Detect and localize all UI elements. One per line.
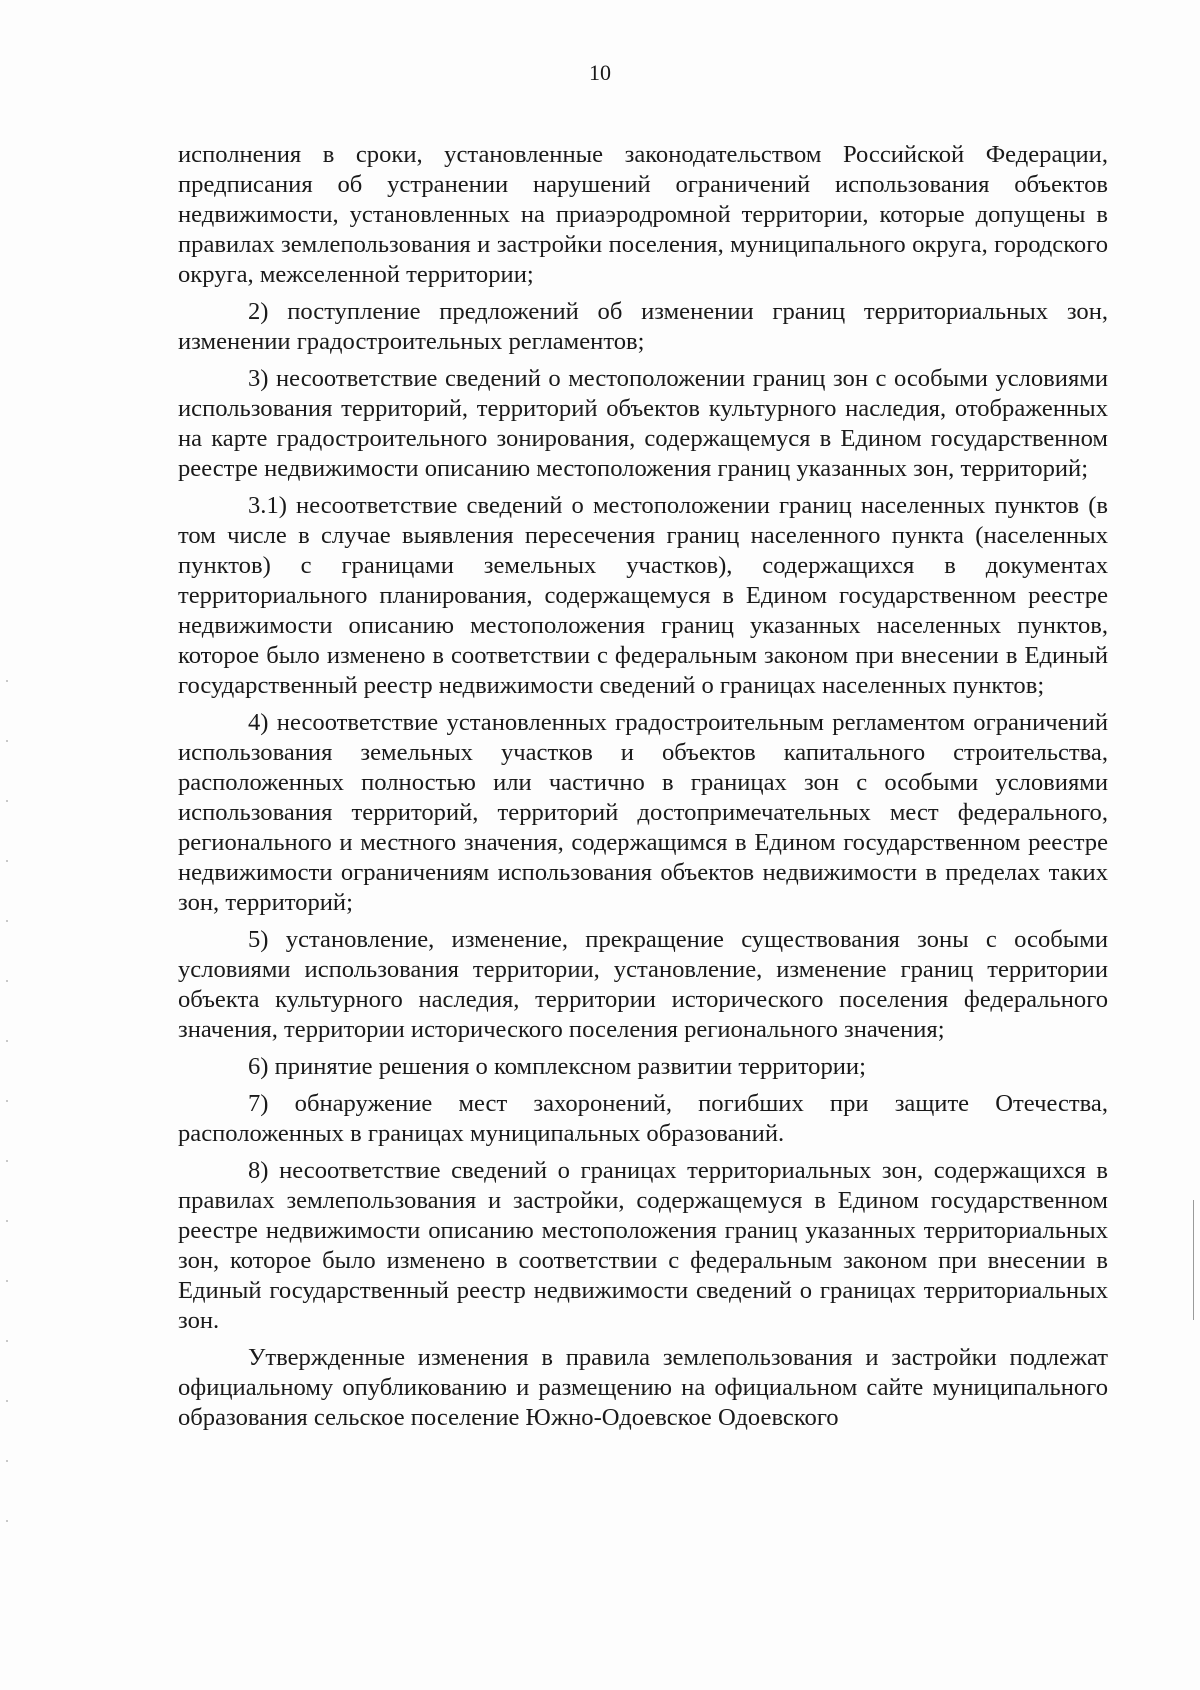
scan-margin-marks — [6, 680, 8, 1580]
scan-edge-line — [1193, 1200, 1194, 1320]
paragraph-item-3-1: 3.1) несоответствие сведений о местоположении границ населенных пунктов (в том числе в случае выявления пересечения границ населенного пункта (населенных пунктов) с границами земельных участков), содержащихся в документах территориального планирования, содержащемуся в Едином государственном реестре недвижимости описанию местоположения границ указанных населенных пунктов, которое было изменено в соответствии с федеральным законом при внесении в Единый государственный реестр недвижимости сведений о границах населенных пунктов; — [178, 492, 1108, 699]
paragraph-item-3: 3) несоответствие сведений о местоположении границ зон с особыми условиями использования территорий, территорий объектов культурного наследия, отображенных на карте градостроительного зонирования, содержащемуся в Едином государственном реестре недвижимости описанию местоположения границ указанных зон, территорий; — [178, 365, 1108, 482]
paragraph-item-2: 2) поступление предложений об изменении границ территориальных зон, изменении градостроительных регламентов; — [178, 298, 1108, 355]
paragraph-item-8: 8) несоответствие сведений о границах территориальных зон, содержащихся в правилах землепользования и застройки, содержащемуся в Едином государственном реестре недвижимости описанию местоположения границ указанных территориальных зон, которое было изменено в соответствии с федеральным законом при внесении в Единый государственный реестр недвижимости сведений о границах территориальных зон. — [178, 1157, 1108, 1334]
paragraph-publication: Утвержденные изменения в правила землепользования и застройки подлежат официальному опубликованию и размещению на официальном сайте муниципального образования сельское поселение Южно-Одоевское Одоевского — [178, 1344, 1108, 1431]
paragraph-item-4: 4) несоответствие установленных градостроительным регламентом ограничений использования земельных участков и объектов капитального строительства, расположенных полностью или частично в границах зон с особыми условиями использования территорий, территорий достопримечательных мест федерального, регионального и местного значения, содержащимся в Едином государственном реестре недвижимости ограничениям использования объектов недвижимости в пределах таких зон, территорий; — [178, 709, 1108, 916]
paragraph-item-7: 7) обнаружение мест захоронений, погибших при защите Отечества, расположенных в границах муниципальных образований. — [178, 1090, 1108, 1147]
document-body — [178, 140, 1108, 1433]
paragraph-item-5: 5) установление, изменение, прекращение существования зоны с особыми условиями использования территории, установление, изменение границ территории объекта культурного наследия, территории исторического поселения федерального значения, территории исторического поселения регионального значения; — [178, 926, 1108, 1043]
paragraph-continuation: исполнения в сроки, установленные законодательством Российской Федерации, предписания об устранении нарушений ограничений использования объектов недвижимости, установленных на приаэродромной территории, которые допущены в правилах землепользования и застройки поселения, муниципального округа, городского округа, межселенной территории; — [178, 141, 1108, 288]
paragraph-item-6: 6) принятие решения о комплексном развитии территории; — [248, 1053, 866, 1080]
page-number: 10 — [589, 60, 611, 85]
